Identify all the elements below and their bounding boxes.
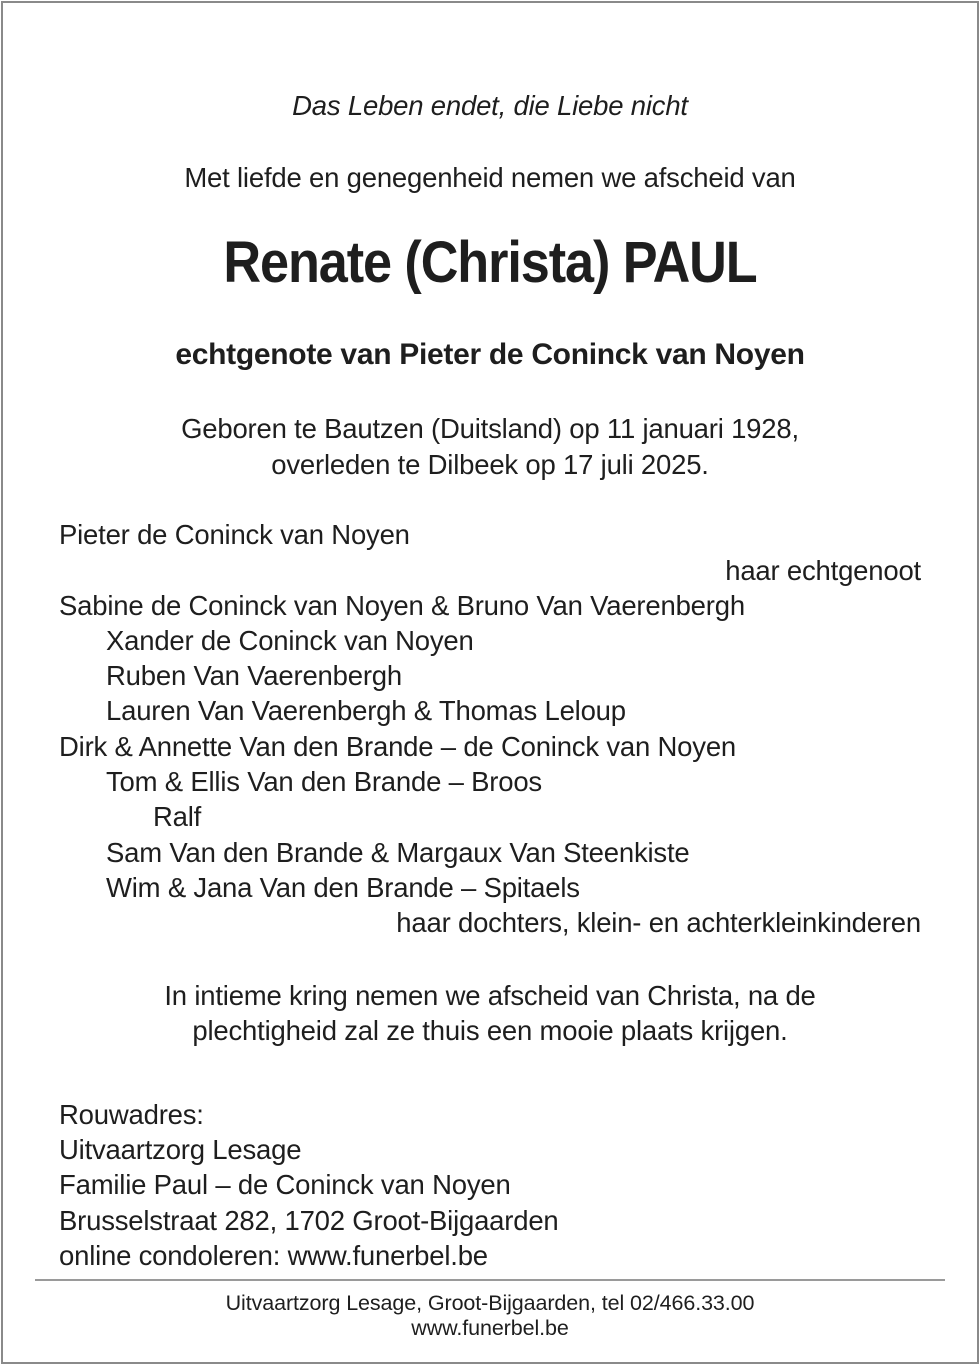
family-spouse-role: haar echtgenoot <box>725 555 921 586</box>
farewell-line-2: plechtigheid zal ze thuis een mooie plaats krijgen. <box>192 1015 788 1046</box>
footer-line-2: www.funerbel.be <box>411 1316 569 1340</box>
motto: Das Leben endet, die Liebe nicht <box>292 90 688 121</box>
family-member: Ralf <box>153 801 202 832</box>
address-label: Rouwadres: <box>59 1099 204 1130</box>
spouse-line: echtgenote van Pieter de Coninck van Noyen <box>175 338 805 371</box>
footer-line-1: Uitvaartzorg Lesage, Groot-Bijgaarden, tel 02/466.33.00 <box>225 1291 755 1315</box>
family-spouse-name: Pieter de Coninck van Noyen <box>59 519 410 550</box>
family-member: Sabine de Coninck van Noyen & Bruno Van Vaerenbergh <box>59 590 745 621</box>
family-member: Wim & Jana Van den Brande – Spitaels <box>106 872 580 903</box>
family-member: Tom & Ellis Van den Brande – Broos <box>106 766 542 797</box>
condolence-link: online condoleren: www.funerbel.be <box>59 1240 488 1271</box>
family-member: Dirk & Annette Van den Brande – de Coninck van Noyen <box>59 731 737 762</box>
family-member: Ruben Van Vaerenbergh <box>106 660 402 691</box>
farewell-line-1: In intieme kring nemen we afscheid van Christa, na de <box>164 980 816 1011</box>
family-member: Xander de Coninck van Noyen <box>106 625 474 656</box>
deceased-name: Renate (Christa) PAUL <box>223 230 757 295</box>
family-members-role: haar dochters, klein- en achterkleinkinderen <box>396 907 921 938</box>
intro-text: Met liefde en genegenheid nemen we afscheid van <box>184 162 796 193</box>
address-line: Uitvaartzorg Lesage <box>59 1134 302 1165</box>
birth-line: Geboren te Bautzen (Duitsland) op 11 januari 1928, <box>181 413 799 444</box>
address-line: Familie Paul – de Coninck van Noyen <box>59 1169 511 1200</box>
family-member: Lauren Van Vaerenbergh & Thomas Leloup <box>106 695 626 726</box>
death-line: overleden te Dilbeek op 17 juli 2025. <box>271 449 709 480</box>
address-line: Brusselstraat 282, 1702 Groot-Bijgaarden <box>59 1205 559 1236</box>
footer-divider <box>35 1279 945 1281</box>
family-member: Sam Van den Brande & Margaux Van Steenkiste <box>106 837 690 868</box>
